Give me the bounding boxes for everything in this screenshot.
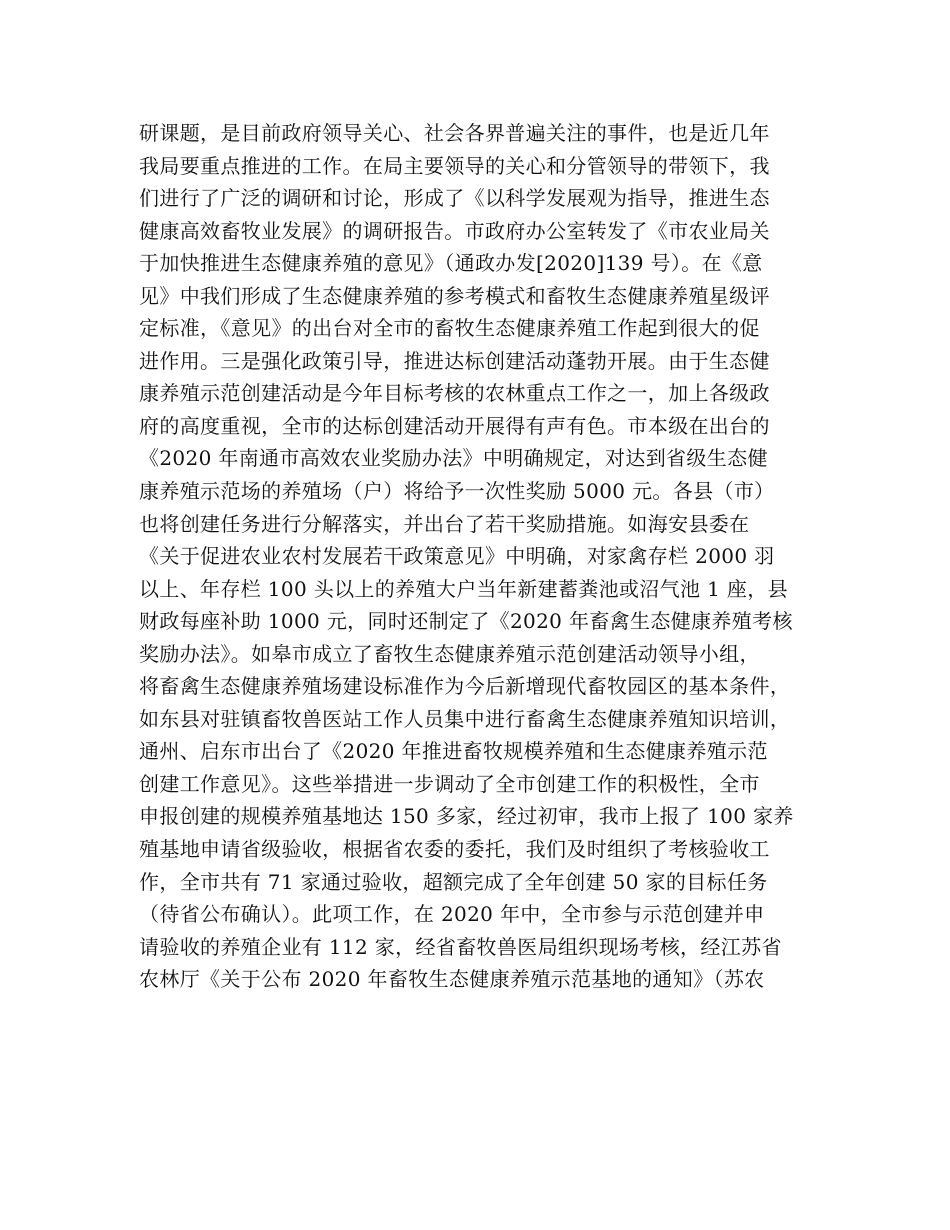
text-line: 们进行了广泛的调研和讨论，形成了《以科学发展观为指导，推进生态	[139, 186, 770, 211]
text-line: 殖基地申请省级验收，根据省农委的委托，我们及时组织了考核验收工	[139, 837, 770, 862]
body-text	[139, 117, 829, 996]
text-line: 定标准，《意见》的出台对全市的畜牧生态健康养殖工作起到很大的促	[139, 316, 760, 341]
text-line: 见》中我们形成了生态健康养殖的参考模式和畜牧生态健康养殖星级评	[139, 283, 770, 308]
text-line: 进作用。三是强化政策引导，推进达标创建活动蓬勃开展。由于生态健	[139, 348, 770, 373]
text-line: 请验收的养殖企业有 112 家，经省畜牧兽医局组织现场考核，经江苏省	[139, 934, 782, 959]
text-line: 作，全市共有 71 家通过验收，超额完成了全年创建 50 家的目标任务	[139, 869, 768, 894]
text-line: 通州、启东市出台了《2020 年推进畜牧规模养殖和生态健康养殖示范	[139, 739, 768, 764]
text-line: 也将创建任务进行分解落实，并出台了若干奖励措施。如海安县委在	[139, 511, 750, 536]
text-line: 创建工作意见》。这些举措进一步调动了全市创建工作的积极性，全市	[139, 771, 760, 796]
text-line: 如东县对驻镇畜牧兽医站工作人员集中进行畜禽生态健康养殖知识培训，	[139, 706, 791, 731]
text-line: 健康高效畜牧业发展》的调研报告。市政府办公室转发了《市农业局关	[139, 218, 770, 243]
text-line: 我局要重点推进的工作。在局主要领导的关心和分管领导的带领下，我	[139, 153, 770, 178]
text-line: 于加快推进生态健康养殖的意见》（通政办发[2020]139 号）。在《意	[139, 251, 763, 276]
text-line: 财政每座补助 1000 元，同时还制定了《2020 年畜禽生态健康养殖考核	[139, 609, 793, 634]
text-line: 《关于促进农业农村发展若干政策意见》中明确，对家禽存栏 2000 羽	[139, 544, 775, 569]
text-line: 以上、年存栏 100 头以上的养殖大户当年新建蓄粪池或沼气池 1 座，县	[139, 576, 788, 601]
text-line: 府的高度重视，全市的达标创建活动开展得有声有色。市本级在出台的	[139, 413, 770, 438]
text-line: 农林厅《关于公布 2020 年畜牧生态健康养殖示范基地的通知》（苏农	[139, 967, 765, 992]
text-line: 《2020 年南通市高效农业奖励办法》中明确规定，对达到省级生态健	[139, 446, 768, 471]
text-line: 康养殖示范创建活动是今年目标考核的农林重点工作之一，加上各级政	[139, 381, 770, 406]
text-line: 研课题，是目前政府领导关心、社会各界普遍关注的事件，也是近几年	[139, 121, 770, 145]
text-line: 康养殖示范场的养殖场（户）将给予一次性奖励 5000 元。各县（市）	[139, 479, 775, 504]
text-line: 奖励办法》。如皋市成立了畜牧生态健康养殖示范创建活动领导小组，	[139, 641, 760, 666]
text-line: 申报创建的规模养殖基地达 150 多家，经过初审，我市上报了 100 家养	[139, 804, 794, 829]
text-line: （待省公布确认）。此项工作，在 2020 年中，全市参与示范创建并申	[139, 902, 765, 927]
text-line: 将畜禽生态健康养殖场建设标准作为今后新增现代畜牧园区的基本条件，	[139, 674, 791, 699]
